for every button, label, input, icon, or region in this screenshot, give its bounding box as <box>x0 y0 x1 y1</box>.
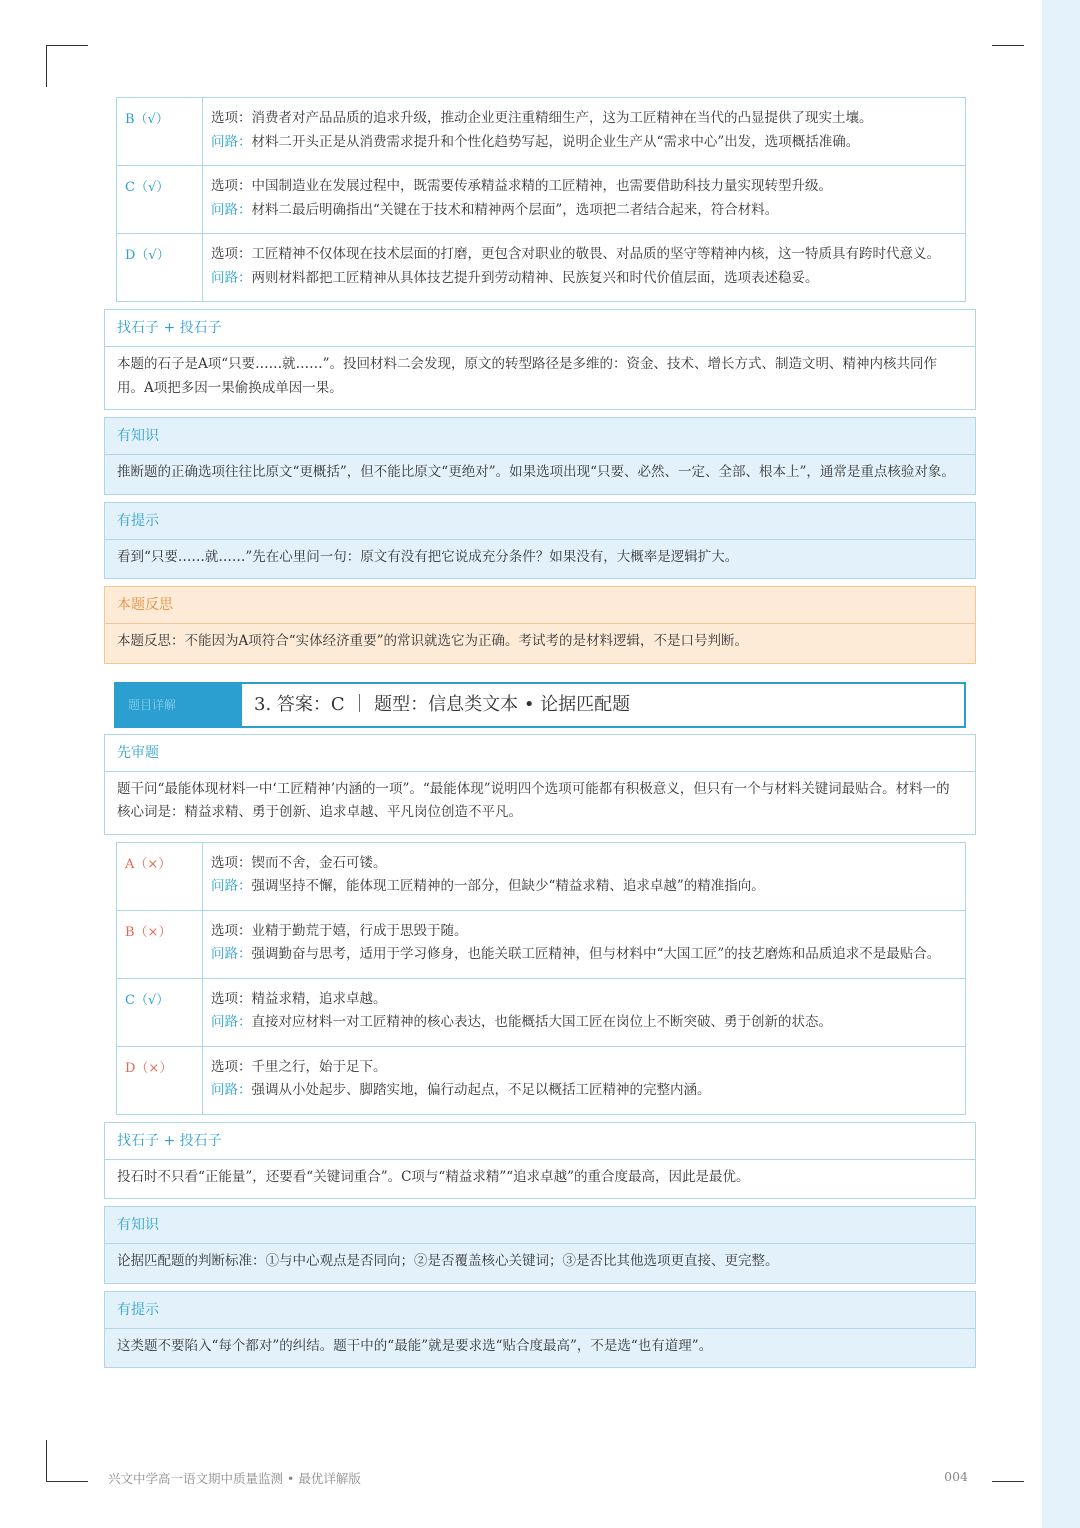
tip-box <box>104 502 976 580</box>
options-table-q3 <box>116 842 966 1115</box>
option-body <box>203 98 965 165</box>
crop-mark-top-left-h <box>46 45 88 46</box>
option-label: 选项： <box>211 922 252 939</box>
option-text: 中国制造业在发展过程中，既需要传承精益求精的工匠精神，也需要借助科技力量实现转型升级。 <box>251 178 832 194</box>
option-body <box>203 234 965 301</box>
reason-label: 问路： <box>211 1082 252 1098</box>
question-header <box>114 682 966 728</box>
crop-mark-bottom-left-h <box>46 1481 88 1482</box>
reason-text: 强调勤奋与思考，适用于学习修身，也能关联工匠精神，但与材料中“大国工匠”的技艺磨炼和品质追求不是最贴合。 <box>251 946 941 962</box>
question-tag: 题目详解 <box>116 684 242 726</box>
page-content <box>104 97 976 1368</box>
option-body <box>203 979 965 1046</box>
stone-box <box>104 309 976 410</box>
option-text: 工匠精神不仅体现在技术层面的打磨，更包含对职业的敬畏、对品质的坚守等精神内核，这一特质具有跨时代意义。 <box>251 246 940 262</box>
option-key: C（√） <box>117 166 203 233</box>
box-text: 题干问“最能体现材料一中‘工匠精神’内涵的一项”。“最能体现”说明四个选项可能都有积极意义，但只有一个与材料关键词最贴合。材料一的核心词是：精益求精、勇于创新、追求卓越、平凡岗位创造不平凡。 <box>105 772 975 834</box>
reason-label: 问路： <box>211 946 252 962</box>
box-text: 投石时不只看“正能量”，还要看“关键词重合”。C项与“精益求精”“追求卓越”的重合度最高，因此是最优。 <box>105 1160 975 1199</box>
option-label: 选项： <box>211 854 252 871</box>
reason-label: 问路： <box>211 133 252 150</box>
option-row-d <box>117 234 965 301</box>
crop-mark-top-left-v <box>46 45 47 87</box>
footer-title: 兴文中学高一语文期中质量监测 • 最优详解版 <box>108 1471 361 1486</box>
box-text: 这类题不要陷入“每个都对”的纠结。题干中的“最能”就是要求选“贴合度最高”，不是选“也有道理”。 <box>117 1337 713 1354</box>
option-key: A（×） <box>117 843 203 910</box>
crop-mark-bottom-left-v <box>46 1440 47 1482</box>
option-label: 选项： <box>211 178 252 194</box>
option-key: B（×） <box>117 911 203 978</box>
option-key: D（√） <box>117 234 203 301</box>
pre-read-box <box>104 734 976 835</box>
box-title: 本题反思 <box>105 587 975 624</box>
box-text: 本题反思：不能因为A项符合“实体经济重要”的常识就选它为正确。考试考的是材料逻辑，不是口号判断。 <box>117 633 749 649</box>
box-title: 有提示 <box>105 1292 975 1329</box>
option-key: B（√） <box>117 98 203 165</box>
option-text: 消费者对产品品质的追求升级，推动企业更注重精细生产，这为工匠精神在当代的凸显提供了现实土壤。 <box>251 110 873 126</box>
question-title: 3. 答案：C ｜ 题型：信息类文本 • 论据匹配题 <box>254 693 631 715</box>
option-label: 选项： <box>211 246 252 262</box>
box-title: 找石子 + 投石子 <box>105 1123 975 1160</box>
box-text: 看到“只要……就……”先在心里问一句：原文有没有把它说成充分条件？如果没有，大概率是逻辑扩大。 <box>117 548 739 565</box>
reason-label: 问路： <box>211 1014 252 1030</box>
option-row-c <box>117 166 965 234</box>
crop-mark-top-right-h <box>992 45 1024 46</box>
knowledge-box <box>104 1206 976 1284</box>
option-text: 千里之行，始于足下。 <box>251 1058 387 1075</box>
option-label: 选项： <box>211 110 252 126</box>
box-text: 推断题的正确选项往往比原文“更概括”，但不能比原文“更绝对”。如果选项出现“只要、必然、一定、全部、根本上”，通常是重点核验对象。 <box>117 464 955 480</box>
option-text: 锲而不舍，金石可镂。 <box>251 854 387 871</box>
option-label: 选项： <box>211 1058 252 1075</box>
crop-mark-bottom-right-h <box>992 1481 1024 1482</box>
option-body <box>203 166 965 233</box>
reason-label: 问路： <box>211 878 252 894</box>
reason-text: 两则材料都把工匠精神从具体技艺提升到劳动精神、民族复兴和时代价值层面，选项表述稳妥。 <box>251 269 819 286</box>
box-text: 论据匹配题的判断标准：①与中心观点是否同向；②是否覆盖核心关键词；③是否比其他选项更直接、更完整。 <box>117 1253 779 1269</box>
option-key: D（×） <box>117 1047 203 1114</box>
option-row-d <box>117 1047 965 1114</box>
option-text: 精益求精，追求卓越。 <box>251 990 387 1007</box>
option-key: C（√） <box>117 979 203 1046</box>
tip-box <box>104 1291 976 1369</box>
box-title: 先审题 <box>105 735 975 772</box>
option-body <box>203 1047 965 1114</box>
option-row-b <box>117 911 965 979</box>
stone-box <box>104 1122 976 1200</box>
option-row-a <box>117 843 965 911</box>
reason-text: 直接对应材料一对工匠精神的核心表达，也能概括大国工匠在岗位上不断突破、勇于创新的状态。 <box>251 1014 832 1030</box>
reason-text: 材料二开头正是从消费需求提升和个性化趋势写起，说明企业生产从“需求中心”出发，选项概括准确。 <box>251 133 860 150</box>
reflection-box <box>104 586 976 664</box>
reason-text: 强调从小处起步、脚踏实地，偏行动起点，不足以概括工匠精神的完整内涵。 <box>251 1082 711 1098</box>
option-row-c <box>117 979 965 1047</box>
option-text: 业精于勤荒于嬉，行成于思毁于随。 <box>251 922 468 939</box>
box-title: 有知识 <box>105 418 975 455</box>
reason-label: 问路： <box>211 201 252 218</box>
option-row-b <box>117 98 965 166</box>
option-body <box>203 843 965 910</box>
reason-text: 强调坚持不懈，能体现工匠精神的一部分，但缺少“精益求精、追求卓越”的精准指向。 <box>251 878 765 894</box>
option-body <box>203 911 965 978</box>
reason-label: 问路： <box>211 269 252 286</box>
box-text: 本题的石子是A项“只要……就……”。投回材料二会发现，原文的转型路径是多维的：资金、技术、增长方式、制造文明、精神内核共同作用。A项把多因一果偷换成单因一果。 <box>105 347 975 409</box>
side-strip <box>1042 0 1080 1528</box>
page-number: 004 <box>944 1469 968 1484</box>
box-title: 找石子 + 投石子 <box>105 310 975 347</box>
knowledge-box <box>104 417 976 495</box>
options-table-q2 <box>116 97 966 302</box>
option-label: 选项： <box>211 990 252 1007</box>
box-title: 有知识 <box>105 1207 975 1244</box>
box-title: 有提示 <box>105 503 975 540</box>
reason-text: 材料二最后明确指出“关键在于技术和精神两个层面”，选项把二者结合起来，符合材料。 <box>251 201 779 218</box>
